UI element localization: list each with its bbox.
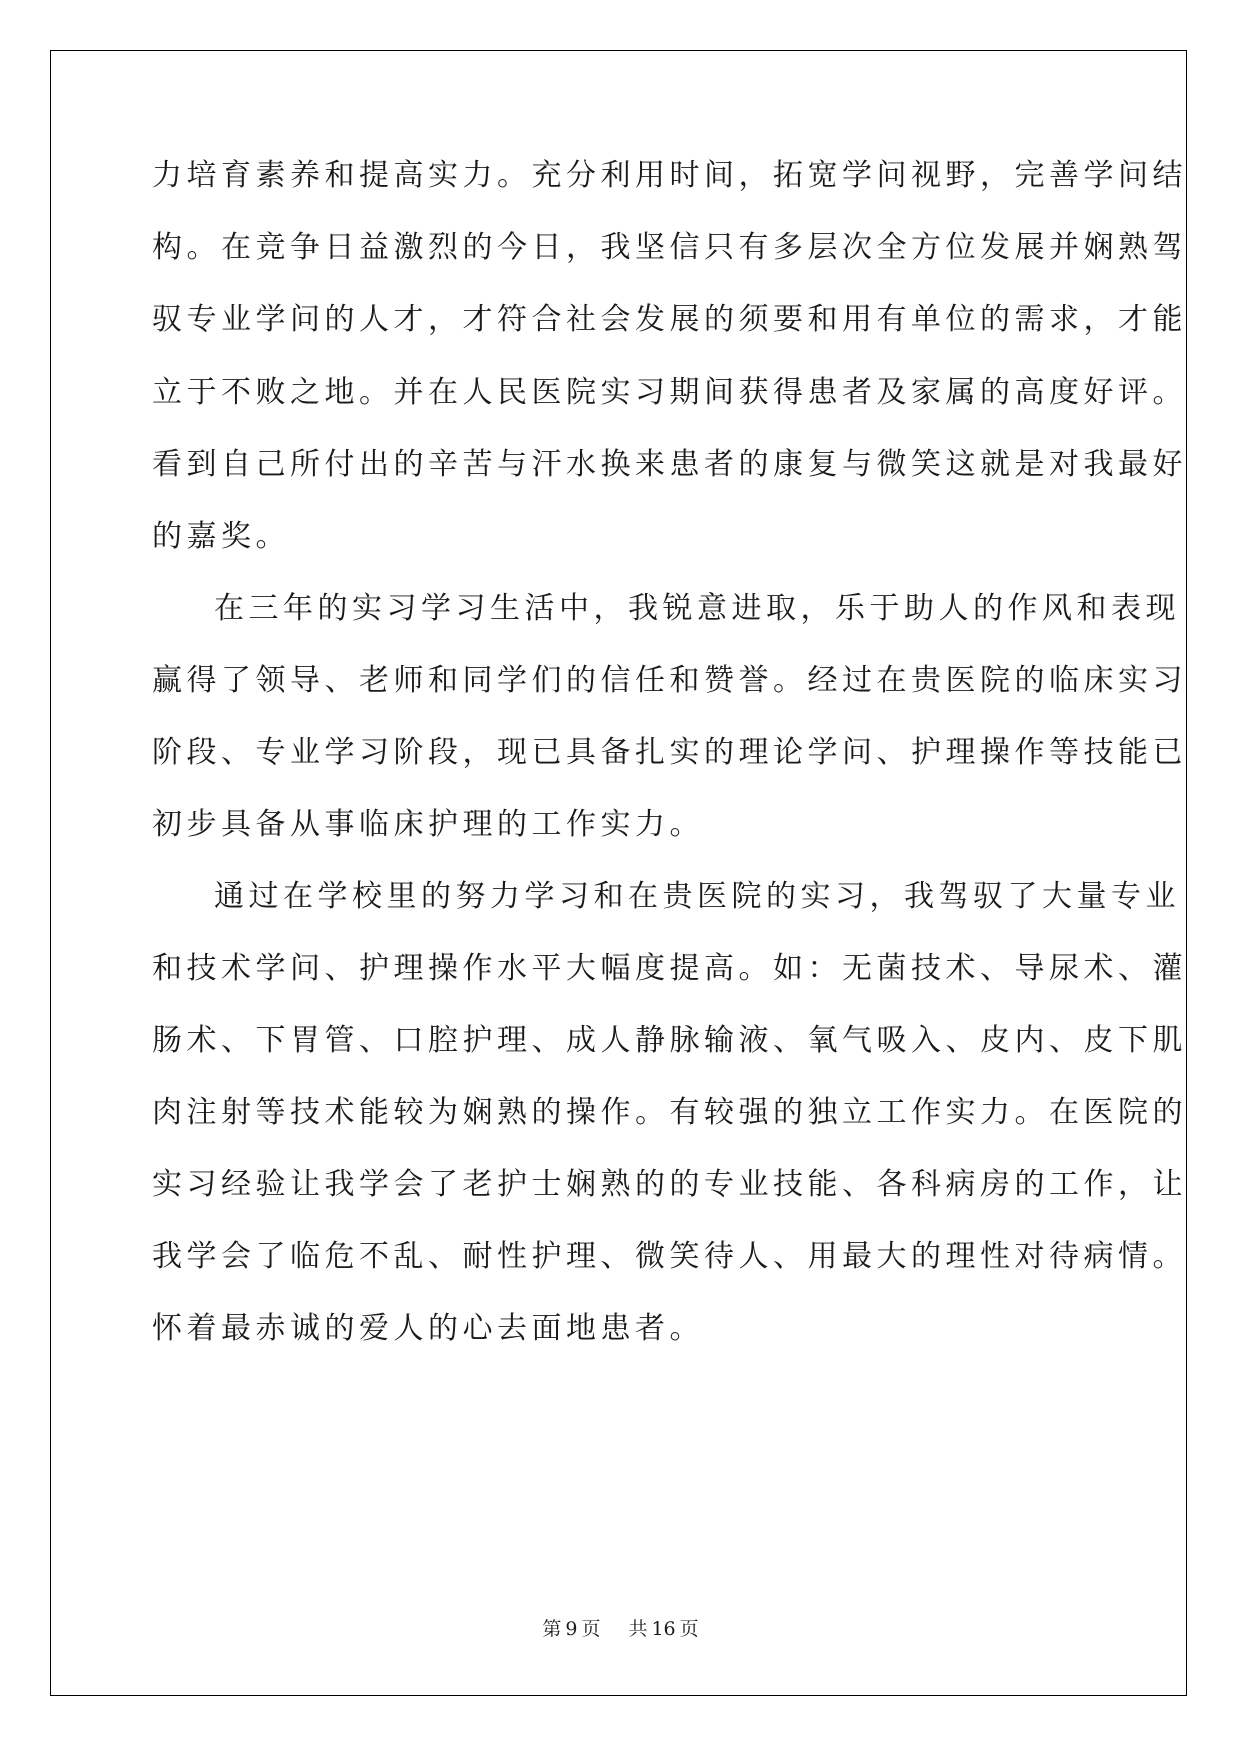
page-footer	[0, 1617, 1241, 1641]
page-suffix: 页	[581, 1618, 601, 1640]
text-line: 立于不败之地。并在人民医院实习期间获得患者及家属的高度好评。	[152, 375, 1187, 410]
text-line: 赢得了领导、老师和同学们的信任和赞誉。经过在贵医院的临床实习	[152, 663, 1187, 698]
text-line: 肠术、下胃管、口腔护理、成人静脉输液、氧气吸入、皮内、皮下肌	[152, 1023, 1187, 1058]
text-line: 和技术学问、护理操作水平大幅度提高。如：无菌技术、导尿术、灌	[152, 951, 1187, 986]
paragraph-first-line: 通过在学校里的努力学习和在贵医院的实习，我驾驭了大量专业	[214, 879, 1180, 914]
text-line: 怀着最赤诚的爱人的心去面地患者。	[152, 1311, 704, 1346]
text-line: 阶段、专业学习阶段，现已具备扎实的理论学问、护理操作等技能已	[152, 735, 1187, 770]
total-prefix: 共	[628, 1618, 648, 1640]
text-line: 看到自己所付出的辛苦与汗水换来患者的康复与微笑这就是对我最好	[152, 447, 1187, 482]
text-line: 的嘉奖。	[152, 519, 290, 554]
text-line: 肉注射等技术能较为娴熟的操作。有较强的独立工作实力。在医院的	[152, 1095, 1187, 1130]
page-prefix: 第	[542, 1618, 562, 1640]
text-line: 初步具备从事临床护理的工作实力。	[152, 807, 704, 842]
page-number: 9	[565, 1618, 578, 1640]
page-border	[50, 50, 1187, 1696]
text-line: 构。在竞争日益激烈的今日，我坚信只有多层次全方位发展并娴熟驾	[152, 230, 1187, 265]
text-line: 力培育素养和提高实力。充分利用时间，拓宽学问视野，完善学问结	[152, 158, 1187, 193]
total-pages: 16	[651, 1618, 676, 1640]
text-line: 实习经验让我学会了老护士娴熟的的专业技能、各科病房的工作，让	[152, 1167, 1187, 1202]
text-line: 我学会了临危不乱、耐性护理、微笑待人、用最大的理性对待病情。	[152, 1239, 1187, 1274]
total-suffix: 页	[679, 1618, 699, 1640]
text-line: 驭专业学问的人才，才符合社会发展的须要和用有单位的需求，才能	[152, 302, 1187, 337]
paragraph-first-line: 在三年的实习学习生活中，我锐意进取，乐于助人的作风和表现	[214, 591, 1180, 626]
